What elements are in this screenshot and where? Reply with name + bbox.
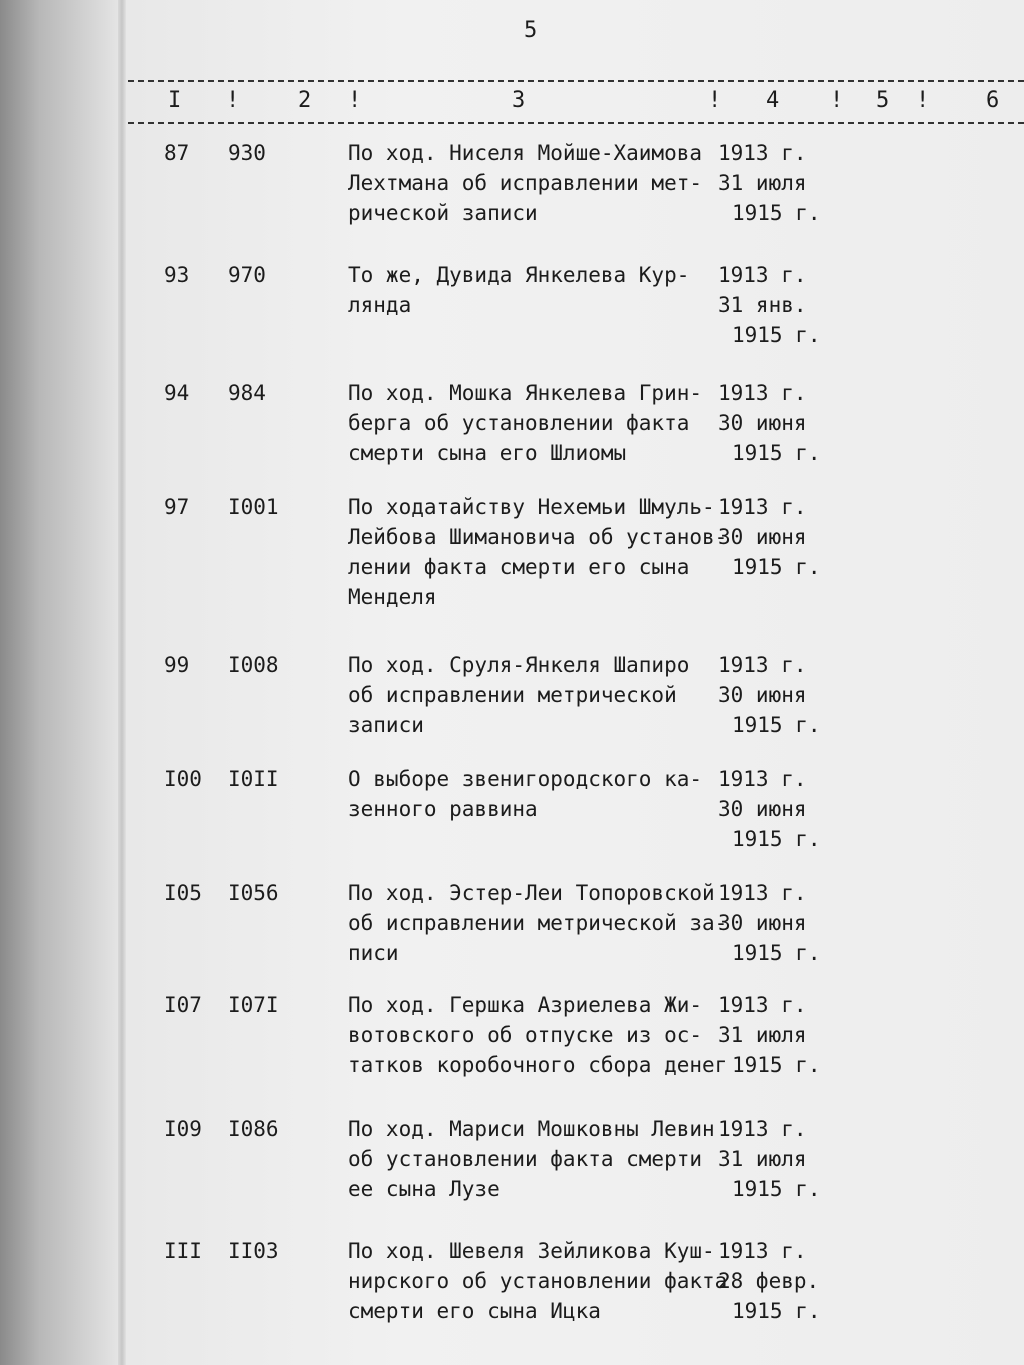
- page-number: 5: [524, 18, 538, 43]
- description-line: об исправлении метрической: [348, 683, 677, 707]
- date-line: 30 июня: [718, 911, 807, 935]
- file-number: 984: [228, 381, 266, 405]
- description: [348, 1236, 728, 1326]
- description-line: записи: [348, 713, 424, 737]
- date-line: 30 июня: [718, 797, 807, 821]
- date-range: [716, 378, 846, 468]
- item-number: I00: [164, 767, 202, 791]
- header-col-1: I: [168, 88, 182, 113]
- description-line: берга об установлении факта: [348, 411, 690, 435]
- description: [348, 1114, 728, 1204]
- date-line: 1913 г.: [718, 881, 807, 905]
- description: [348, 492, 728, 612]
- header-separator: !: [916, 88, 930, 113]
- date-range: [716, 990, 846, 1080]
- header-rule-bottom: [128, 122, 1024, 124]
- description: [348, 764, 728, 824]
- file-number: I07I: [228, 993, 279, 1017]
- date-line: 1913 г.: [718, 1239, 807, 1263]
- item-number: 99: [164, 653, 190, 677]
- header-separator: !: [830, 88, 844, 113]
- header-separator: !: [226, 88, 240, 113]
- description-line: лянда: [348, 293, 412, 317]
- header-col-5: 5: [876, 88, 890, 113]
- file-number: I008: [228, 653, 279, 677]
- description: [348, 650, 728, 740]
- date-range: [716, 764, 846, 854]
- date-line: 31 июля: [718, 1023, 807, 1047]
- date-range: [716, 1114, 846, 1204]
- date-line: 31 июля: [718, 1147, 807, 1171]
- description-line: нирского об установлении факта: [348, 1269, 728, 1293]
- date-line: 1915 г.: [732, 827, 821, 851]
- date-line: 1915 г.: [732, 323, 821, 347]
- header-col-2: 2: [298, 88, 312, 113]
- date-line: 1915 г.: [732, 941, 821, 965]
- date-line: 1915 г.: [732, 1177, 821, 1201]
- date-line: 1913 г.: [718, 653, 807, 677]
- date-line: 30 июня: [718, 525, 807, 549]
- page-binding-shadow: [118, 0, 126, 1365]
- file-number: I056: [228, 881, 279, 905]
- description-line: По ход. Ниселя Мойше-Хаимова: [348, 141, 703, 165]
- description-line: зенного раввина: [348, 797, 538, 821]
- date-line: 1915 г.: [732, 1053, 821, 1077]
- file-number: 970: [228, 263, 266, 287]
- file-number: I0II: [228, 767, 279, 791]
- description-line: О выборе звенигородского ка-: [348, 767, 703, 791]
- description-line: лении факта смерти его сына: [348, 555, 690, 579]
- date-line: 31 июля: [718, 171, 807, 195]
- file-number: II03: [228, 1239, 279, 1263]
- description-line: По ход. Эстер-Леи Топоровской: [348, 881, 715, 905]
- file-number: I001: [228, 495, 279, 519]
- header-col-3: 3: [512, 88, 526, 113]
- date-range: [716, 650, 846, 740]
- description-line: Лехтмана об исправлении мет-: [348, 171, 703, 195]
- description: [348, 260, 728, 320]
- description-line: рической записи: [348, 201, 538, 225]
- header-separator: !: [708, 88, 722, 113]
- description-line: По ход. Гершка Азриелева Жи-: [348, 993, 703, 1017]
- date-line: 1913 г.: [718, 495, 807, 519]
- item-number: III: [164, 1239, 202, 1263]
- date-range: [716, 878, 846, 968]
- description-line: писи: [348, 941, 399, 965]
- date-line: 1913 г.: [718, 1117, 807, 1141]
- date-range: [716, 138, 846, 228]
- description-line: об установлении факта смерти: [348, 1147, 703, 1171]
- item-number: 97: [164, 495, 190, 519]
- date-line: 1913 г.: [718, 263, 807, 287]
- header-col-6: 6: [986, 88, 1000, 113]
- description: [348, 990, 728, 1080]
- description-line: По ходатайству Нехемьи Шмуль-: [348, 495, 715, 519]
- date-range: [716, 1236, 846, 1326]
- description-line: По ход. Шевеля Зейликова Куш-: [348, 1239, 715, 1263]
- date-line: 1915 г.: [732, 1299, 821, 1323]
- description-line: По ход. Сруля-Янкеля Шапиро: [348, 653, 690, 677]
- header-separator: !: [348, 88, 362, 113]
- description-line: Лейбова Шимановича об установ-: [348, 525, 728, 549]
- description-line: По ход. Мариси Мошковны Левин: [348, 1117, 715, 1141]
- item-number: 93: [164, 263, 190, 287]
- description-line: То же, Дувида Янкелева Кур-: [348, 263, 690, 287]
- description: [348, 378, 728, 468]
- date-line: 30 июня: [718, 683, 807, 707]
- date-line: 1915 г.: [732, 201, 821, 225]
- description-line: Менделя: [348, 585, 437, 609]
- date-line: 1913 г.: [718, 993, 807, 1017]
- item-number: I09: [164, 1117, 202, 1141]
- date-line: 1915 г.: [732, 713, 821, 737]
- item-number: I05: [164, 881, 202, 905]
- item-number: 94: [164, 381, 190, 405]
- item-number: 87: [164, 141, 190, 165]
- description: [348, 138, 728, 228]
- header-col-4: 4: [766, 88, 780, 113]
- date-line: 1913 г.: [718, 141, 807, 165]
- date-line: 1913 г.: [718, 381, 807, 405]
- date-line: 28 февр.: [718, 1269, 820, 1293]
- description-line: вотовского об отпуске из ос-: [348, 1023, 703, 1047]
- date-range: [716, 492, 846, 582]
- date-line: 1915 г.: [732, 555, 821, 579]
- description: [348, 878, 728, 968]
- file-number: I086: [228, 1117, 279, 1141]
- file-number: 930: [228, 141, 266, 165]
- description-line: ее сына Лузе: [348, 1177, 500, 1201]
- description-line: смерти сына его Шлиомы: [348, 441, 627, 465]
- date-range: [716, 260, 846, 350]
- description-line: об исправлении метрической за-: [348, 911, 728, 935]
- description-line: татков коробочного сбора денег: [348, 1053, 728, 1077]
- item-number: I07: [164, 993, 202, 1017]
- date-line: 31 янв.: [718, 293, 807, 317]
- date-line: 1913 г.: [718, 767, 807, 791]
- header-rule-top: [128, 80, 1024, 82]
- date-line: 1915 г.: [732, 441, 821, 465]
- description-line: смерти его сына Ицка: [348, 1299, 601, 1323]
- description-line: По ход. Мошка Янкелева Грин-: [348, 381, 703, 405]
- date-line: 30 июня: [718, 411, 807, 435]
